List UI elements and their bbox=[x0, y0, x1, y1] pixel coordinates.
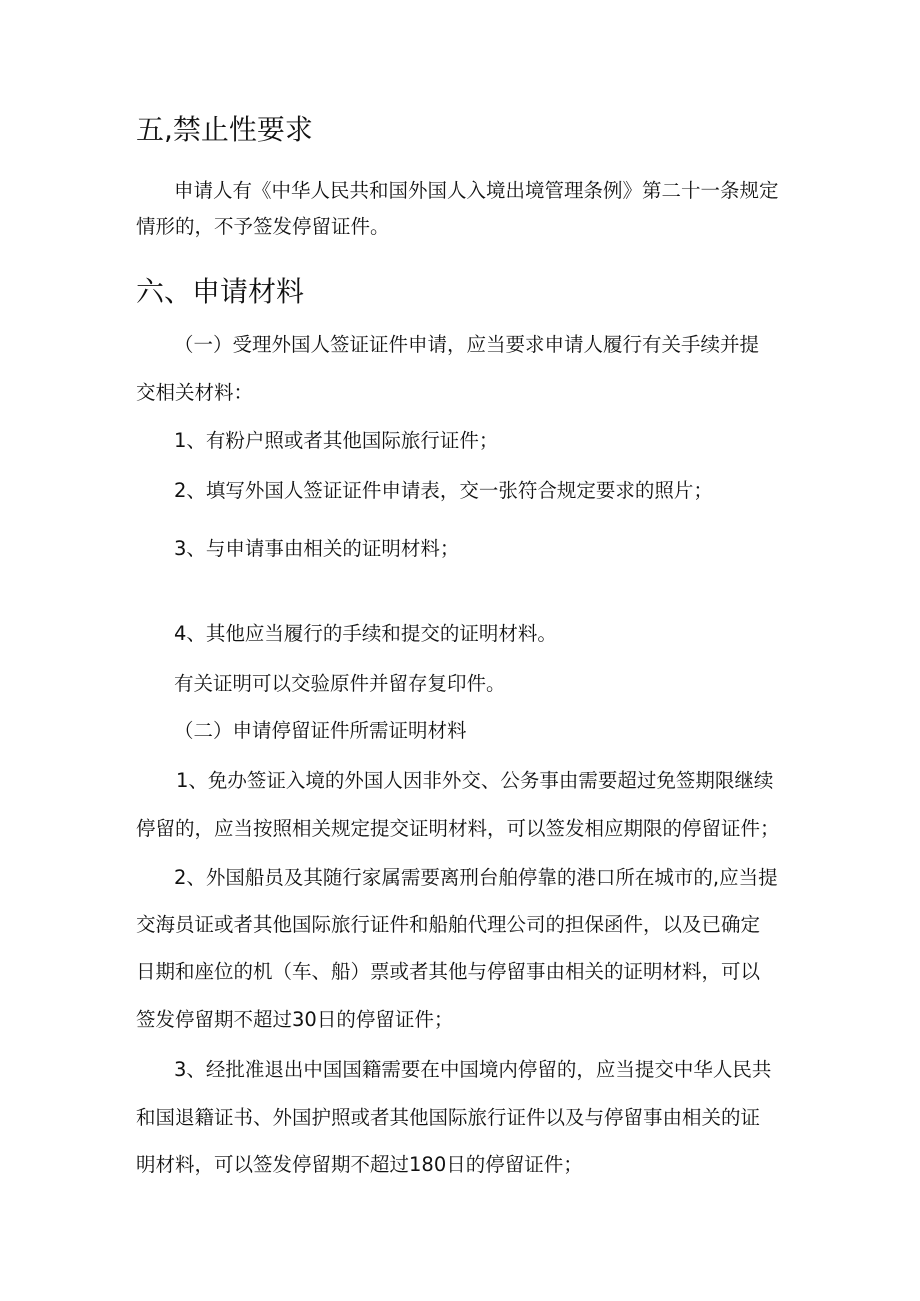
list-item-3: 3、与申请事由相关的证明材料； bbox=[174, 537, 460, 560]
part-2-item-3-line-1: 3、经批准退出中国国籍需要在中国境内停留的，应当提交中华人民共 bbox=[174, 1058, 772, 1081]
part-2-item-2-line-2: 交海员证或者其他国际旅行证件和船舶代理公司的担保函件，以及已确定 bbox=[136, 913, 761, 936]
part-1-intro-line-1: （一）受理外国人签证证件申请，应当要求申请人履行有关手续并提 bbox=[174, 333, 760, 356]
part-2-item-1-line-2: 停留的，应当按照相关规定提交证明材料，可以签发相应期限的停留证件； bbox=[136, 817, 780, 840]
list-item-4: 4、其他应当履行的手续和提交的证明材料。 bbox=[174, 622, 557, 645]
part-2-title: （二）申请停留证件所需证明材料 bbox=[174, 719, 467, 742]
part-2-item-1-line-1: 1、免办签证入境的外国人因非外交、公务事由需要超过免签期限继续 bbox=[176, 769, 774, 792]
section-6-heading: 六、申请材料 bbox=[136, 275, 305, 308]
part-1-note: 有关证明可以交验原件并留存复印件。 bbox=[174, 672, 506, 695]
section-5-heading: 五,禁止性要求 bbox=[136, 113, 313, 146]
part-2-item-2-line-4: 签发停留期不超过30日的停留证件； bbox=[136, 1008, 454, 1031]
list-item-2: 2、填写外国人签证证件申请表，交一张符合规定要求的照片； bbox=[174, 479, 713, 502]
section-5-text-line-2: 情形的，不予签发停留证件。 bbox=[136, 215, 390, 238]
part-2-item-3-line-2: 和国退籍证书、外国护照或者其他国际旅行证件以及与停留事由相关的证 bbox=[136, 1106, 761, 1129]
part-2-item-2-line-3: 日期和座位的机（车、船）票或者其他与停留事由相关的证明材料，可以 bbox=[136, 960, 761, 983]
section-5-text-line-1: 申请人有《中华人民共和国外国人入境出境管理条例》第二十一条规定 bbox=[174, 179, 779, 202]
part-1-intro-line-2: 交相关材料： bbox=[136, 381, 254, 404]
list-item-1: 1、有粉户照或者其他国际旅行证件； bbox=[174, 429, 499, 452]
part-2-item-3-line-3: 明材料，可以签发停留期不超过180日的停留证件； bbox=[136, 1153, 583, 1176]
part-2-item-2-line-1: 2、外国船员及其随行家属需要离刑台舶停靠的港口所在城市的,应当提 bbox=[174, 866, 778, 889]
